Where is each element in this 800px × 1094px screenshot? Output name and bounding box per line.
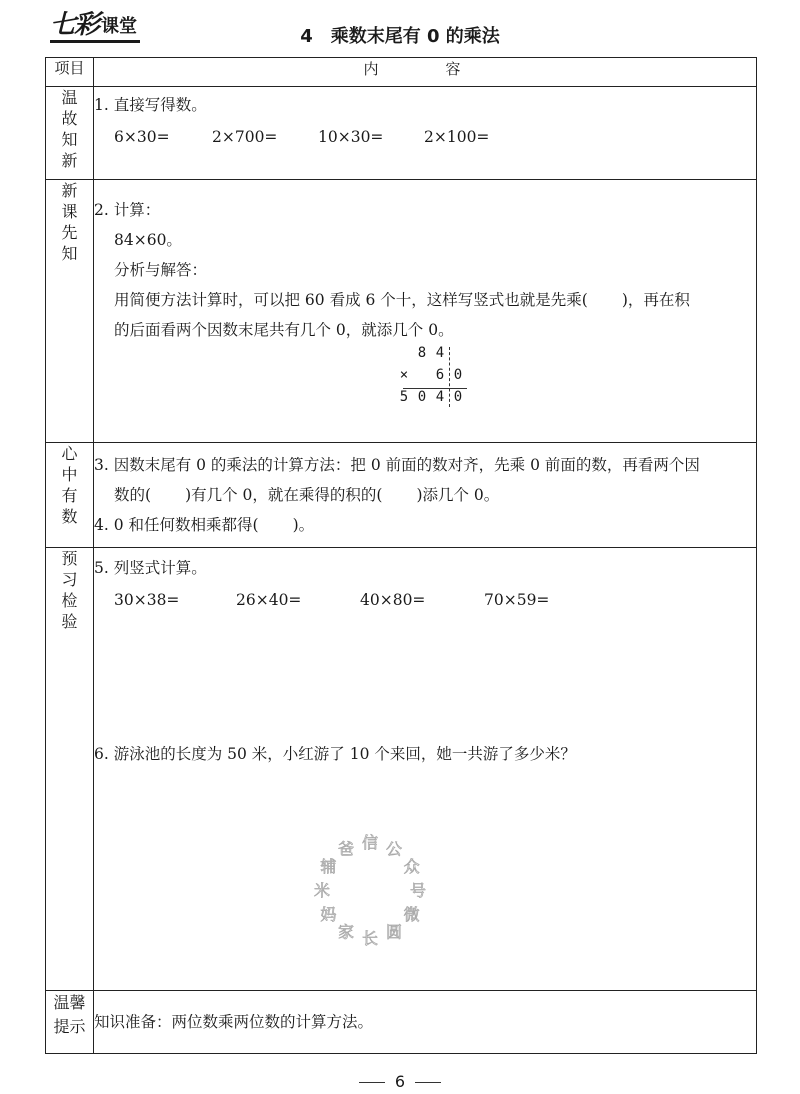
review-item-4: 2×100=	[424, 128, 490, 146]
section-label-tip-1: 温馨	[53, 993, 86, 1012]
preview-item-2: 26×40=	[236, 591, 302, 609]
stamp-char: 长	[361, 929, 379, 948]
section-label-new: 新课先知	[61, 181, 78, 263]
preview-item-1: 30×38=	[114, 591, 180, 609]
section-label-tip-2: 提示	[53, 1017, 86, 1036]
question-1-title: 1. 直接写得数。	[94, 96, 207, 114]
question-3-line-2: 数的( )有几个 0，就在乘得的积的( )添几个 0。	[114, 486, 500, 504]
vertical-digit: 0	[417, 389, 427, 405]
brand-text: 课堂	[101, 16, 138, 37]
section-review	[46, 87, 757, 180]
preview-item-4: 70×59=	[484, 591, 550, 609]
question-3-line-1: 3. 因数末尾有 0 的乘法的计算方法：把 0 前面的数对齐，先乘 0 前面的数，再看两个因	[94, 456, 700, 474]
vertical-digit: 6	[435, 367, 445, 383]
question-6: 6. 游泳池的长度为 50 米，小红游了 10 个来回，她一共游了多少米？	[94, 745, 576, 763]
stamp-char: 信	[361, 833, 379, 852]
review-item-1: 6×30=	[114, 128, 170, 146]
analysis-line-2: 的后面看两个因数末尾共有几个 0，就添几个 0。	[114, 321, 454, 339]
question-2-title: 2. 计算：	[94, 201, 161, 219]
stamp-char: 号	[409, 881, 427, 900]
stamp-char: 米	[313, 881, 331, 900]
vertical-digit: 5	[399, 389, 409, 405]
preview-item-3: 40×80=	[360, 591, 426, 609]
page-title: 4 乘数末尾有 0 的乘法	[300, 26, 500, 47]
brand-mark: 七彩	[50, 10, 99, 40]
header-item: 项目	[46, 58, 94, 87]
stamp-char: 圆	[385, 922, 403, 942]
review-item-2: 2×700=	[212, 128, 278, 146]
header-content: 内 容	[94, 58, 757, 87]
vertical-digit: 0	[453, 367, 463, 383]
review-item-3: 10×30=	[318, 128, 384, 146]
vertical-digit: 8	[417, 345, 427, 361]
tip-text: 知识准备：两位数乘两位数的计算方法。	[94, 1013, 374, 1031]
stamp-char: 妈	[320, 905, 337, 924]
question-2-expression: 84×60。	[114, 231, 182, 249]
question-4: 4. 0 和任何数相乘都得( )。	[94, 516, 315, 534]
vertical-digit: 4	[435, 345, 445, 361]
analysis-line-1: 用简便方法计算时，可以把 60 看成 6 个十，这样写竖式也就是先乘( )，再在积	[114, 291, 690, 309]
watermark-stamp	[305, 825, 435, 955]
vertical-digit: 0	[453, 389, 463, 405]
stamp-char: 家	[337, 922, 355, 942]
stamp-char: 微	[403, 905, 420, 924]
stamp-char: 众	[403, 857, 420, 876]
vertical-operator: ×	[399, 367, 409, 383]
vertical-multiplication	[395, 345, 485, 409]
section-label-review: 温故知新	[61, 88, 78, 170]
stamp-char: 公	[385, 839, 403, 859]
page-number: 6	[0, 1072, 800, 1091]
section-tip	[46, 991, 757, 1054]
table-header-row	[46, 58, 757, 87]
stamp-char: 辅	[320, 857, 337, 876]
stamp-char: 爸	[337, 839, 355, 859]
section-label-mind: 心中有数	[61, 444, 78, 526]
section-mind	[46, 443, 757, 548]
analysis-title: 分析与解答：	[114, 261, 208, 279]
question-5-title: 5. 列竖式计算。	[94, 559, 207, 577]
vertical-digit: 4	[435, 389, 445, 405]
section-label-preview: 预习检验	[61, 549, 78, 631]
